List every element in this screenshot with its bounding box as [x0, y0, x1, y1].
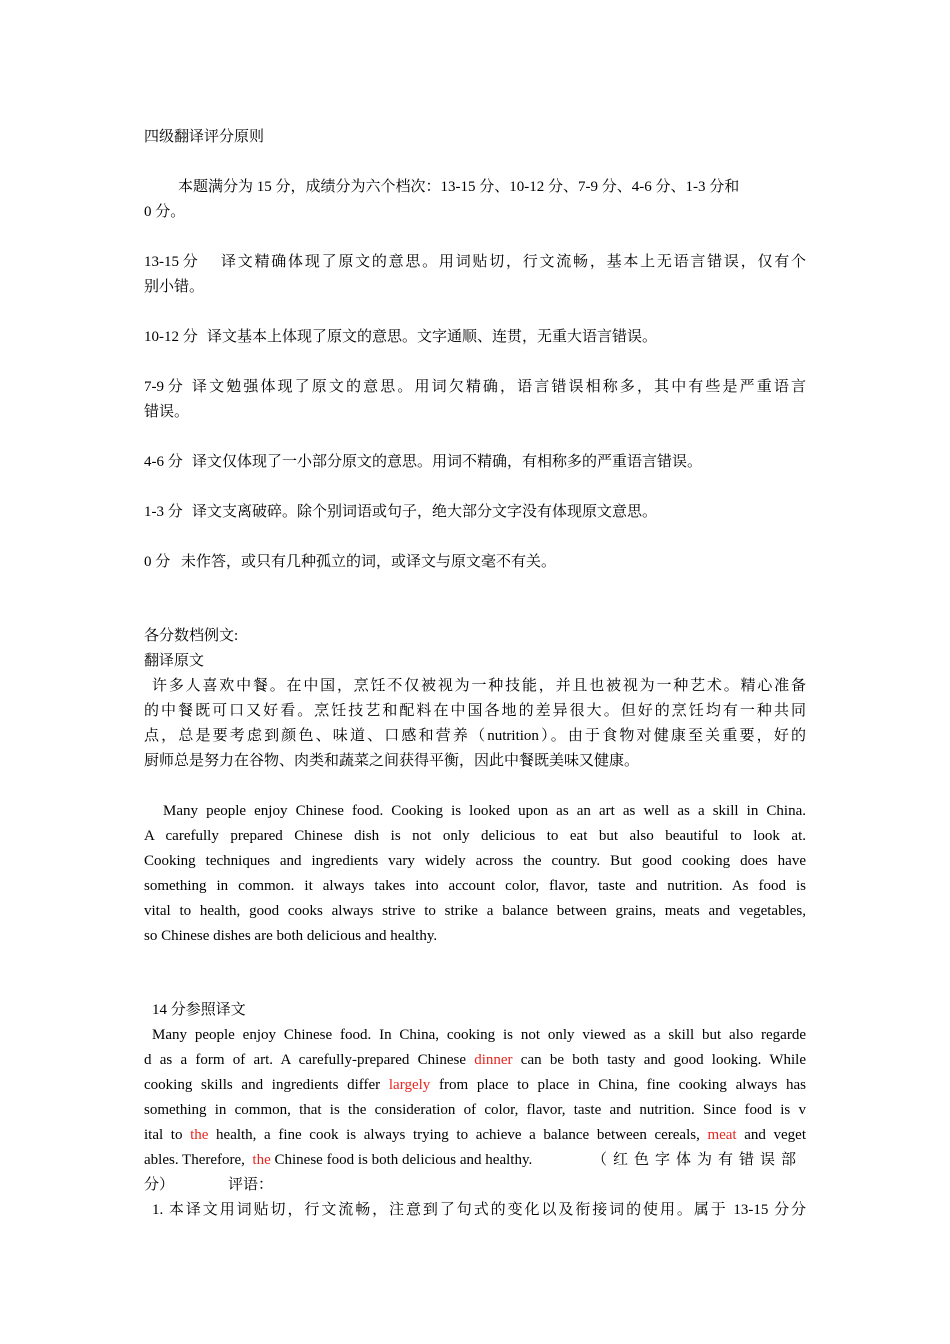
band-10-12-text: 译文基本上体现了原文的意思。文字通顺、连贯，无重大语言错误。: [207, 329, 658, 345]
band-10-12-score: 10-12 分: [144, 329, 198, 345]
band-7-9-text: 译文勉强体现了原文的意思。用词欠精确，语言错误相称多，其中有些是严重语言: [192, 379, 806, 395]
sample-14-text: Chinese food is both delicious and healthy.: [270, 1152, 533, 1168]
error-highlight: meat: [707, 1127, 737, 1143]
sample-14-line-6: [144, 1148, 532, 1173]
sample-14-heading: 14 分参照译文: [152, 1002, 246, 1018]
intro-line-2: 0 分。: [144, 204, 186, 220]
sample-14-text: ables. Therefore,: [144, 1152, 253, 1168]
red-font-note-cont: 分）: [144, 1177, 175, 1193]
sample-14-line-1: Many people enjoy Chinese food. In China, cooking is not only viewed as a skill but also regarde: [152, 1027, 806, 1043]
english-line-5: vital to health, good cooks always strive to strike a balance between grains, meats and vegetables,: [144, 903, 806, 919]
sample-14-text: ital to: [144, 1127, 191, 1143]
source-line-1: 许多人喜欢中餐。在中国，烹饪不仅被视为一种技能，并且也被视为一种艺术。精心准备: [152, 678, 806, 694]
sample-14-text: d as a form of art. A carefully-prepared Chinese: [144, 1052, 475, 1068]
band-13-15-text: 译文精确体现了原文的意思。用词贴切，行文流畅，基本上无语言错误，仅有个: [221, 254, 806, 270]
sample-14-text: from place to place in China, fine cooking always has: [430, 1077, 806, 1093]
english-line-4: something in common. it always takes into account color, flavor, taste and nutrition. As food is: [144, 878, 806, 894]
source-line-4: 厨师总是努力在谷物、肉类和蔬菜之间获得平衡，因此中餐既美味又健康。: [144, 753, 640, 769]
error-highlight: the: [252, 1152, 271, 1168]
band-7-9-score: 7-9 分: [144, 379, 183, 395]
intro-line-1: 本题满分为 15 分，成绩分为六个档次：13-15 分、10-12 分、7-9 分、4-6 分、1-3 分和: [178, 179, 740, 195]
sample-14-text: health, a fine cook is always trying to achieve a balance between cereals,: [208, 1127, 708, 1143]
sample-14-line-2: [144, 1048, 806, 1073]
english-line-6: so Chinese dishes are both delicious and healthy.: [144, 928, 438, 944]
english-line-3: Cooking techniques and ingredients vary widely across the country. But good cooking does have: [144, 853, 806, 869]
sample-14-line-5: [144, 1123, 806, 1148]
page-title: 四级翻译评分原则: [144, 129, 265, 145]
red-font-note: （红色字体为有错误部: [592, 1152, 803, 1168]
band-1-3-score: 1-3 分: [144, 504, 183, 520]
error-highlight: largely: [388, 1077, 431, 1093]
band-0-score: 0 分: [144, 554, 171, 570]
comment-line-1: 1. 本译文用词贴切，行文流畅，注意到了句式的变化以及衔接词的使用。属于 13-15 分分: [152, 1202, 806, 1218]
band-7-9-text-cont: 错误。: [144, 404, 190, 420]
band-13-15-score: 13-15 分: [144, 254, 198, 270]
comment-label: 评语：: [228, 1177, 274, 1193]
error-highlight: the: [190, 1127, 209, 1143]
source-heading: 翻译原文: [144, 653, 205, 669]
band-4-6-score: 4-6 分: [144, 454, 183, 470]
english-line-1: Many people enjoy Chinese food. Cooking is looked upon as an art as well as a skill in China.: [163, 803, 806, 819]
sample-14-text: can be both tasty and good looking. While: [512, 1052, 807, 1068]
band-13-15-text-cont: 别小错。: [144, 279, 205, 295]
source-line-2: 的中餐既可口又好看。烹饪技艺和配料在中国各地的差异很大。但好的烹饪均有一种共同: [144, 703, 806, 719]
document-page: [144, 0, 806, 1344]
source-line-3: 点，总是要考虑到颜色、味道、口感和营养（nutrition）。由于食物对健康至关重要，好的: [144, 728, 806, 744]
band-0-text: 未作答，或只有几种孤立的词，或译文与原文毫不有关。: [181, 554, 557, 570]
english-line-2: A carefully prepared Chinese dish is not only delicious to eat but also beautiful to look at.: [144, 828, 806, 844]
sample-14-text: and veget: [736, 1127, 806, 1143]
sample-14-line-4: something in common, that is the consideration of color, flavor, taste and nutrition. Since food is v: [144, 1102, 806, 1118]
examples-heading: 各分数档例文:: [144, 628, 239, 644]
band-1-3-text: 译文支离破碎。除个别词语或句子，绝大部分文字没有体现原文意思。: [192, 504, 658, 520]
sample-14-text: cooking skills and ingredients differ: [144, 1077, 389, 1093]
band-4-6-text: 译文仅体现了一小部分原文的意思。用词不精确，有相称多的严重语言错误。: [192, 454, 703, 470]
error-highlight: dinner: [474, 1052, 513, 1068]
sample-14-line-3: [144, 1073, 806, 1098]
